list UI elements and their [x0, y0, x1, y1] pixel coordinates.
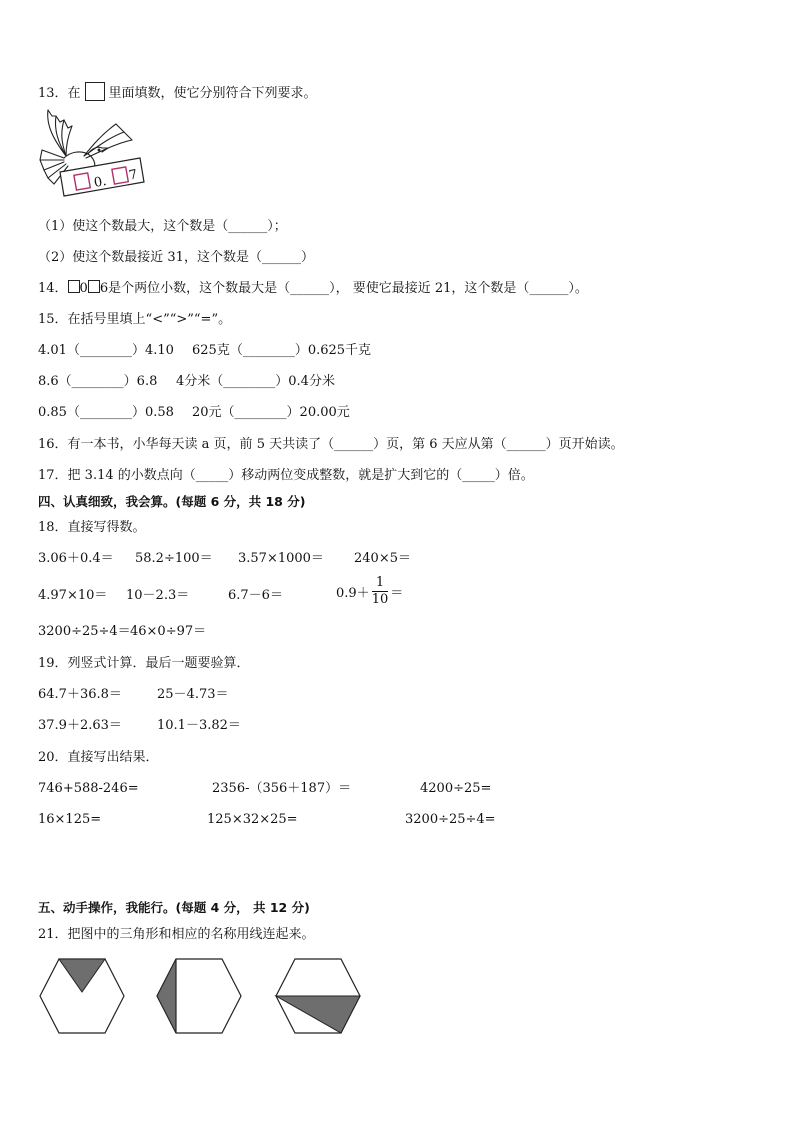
q18-item: 3200÷25÷4＝ — [38, 624, 131, 639]
q18-item: 3.06＋0.4＝ — [38, 551, 114, 566]
q20-item: 2356-（356＋187）＝ — [212, 781, 352, 796]
fraction: $\frac{1}{10}$ — [371, 575, 389, 607]
q15-item: 4.01（________）4.10 — [38, 343, 174, 358]
q13-sub2: （2）使这个数最接近 31，这个数是（______） — [38, 250, 314, 265]
q20-item: 746+588-246= — [38, 781, 139, 796]
q18-item: 3.57×1000＝ — [238, 551, 324, 566]
section-4-heading: 四、认真细致，我会算。(每题 6 分，共 18 分) — [38, 494, 306, 509]
q19-item: 25－4.73＝ — [157, 687, 229, 702]
q20-item: 3200÷25÷4= — [405, 812, 496, 827]
q20-title: 20．直接写出结果． — [38, 750, 159, 765]
q18-item: 10－2.3＝ — [126, 588, 190, 603]
q20-item: 125×32×25= — [207, 812, 298, 827]
blank-square — [68, 280, 80, 293]
sign-text-point: 0. — [92, 173, 108, 191]
q18-item: 6.7－6＝ — [228, 588, 283, 603]
q19-item: 10.1－3.82＝ — [157, 718, 241, 733]
q19-item: 64.7＋36.8＝ — [38, 687, 122, 702]
q15-item: 4分米（________）0.4分米 — [176, 374, 335, 389]
blank-square — [85, 82, 105, 101]
q13-stem: 13．在 里面填数，使它分别符合下列要求。 — [38, 82, 317, 103]
bird-sign-illustration — [36, 106, 161, 201]
q18-title: 18．直接写得数。 — [38, 520, 146, 535]
blank-square — [88, 280, 100, 293]
q20-item: 4200÷25= — [420, 781, 492, 796]
q21-title: 21．把图中的三角形和相应的名称用线连起来。 — [38, 927, 315, 942]
q18-item: 240×5＝ — [354, 551, 411, 566]
q15-item: 625克（________）0.625千克 — [192, 343, 372, 358]
q15-title: 15．在括号里填上“<”“>”“=”。 — [38, 312, 232, 327]
q18-fraction-item: 0.9＋ $\frac{1}{10}$ ＝ — [336, 575, 404, 607]
q14: 14． 0 6是个两位小数，这个数最大是（______）， 要使它最接近 21，这个数是（______）。 — [38, 281, 588, 296]
hexagon-figure-3 — [274, 958, 362, 1035]
q17: 17．把 3.14 的小数点向（_____）移动两位变成整数，就是扩大到它的（_____）倍。 — [38, 468, 534, 483]
q20-item: 16×125= — [38, 812, 102, 827]
q13-sub1: （1）使这个数最大，这个数是（______）； — [38, 219, 287, 234]
sign-text-digit: 7 — [127, 167, 139, 184]
q15-item: 8.6（________）6.8 — [38, 374, 158, 389]
hexagon-figure-1 — [38, 958, 126, 1035]
q15-item: 20元（________）20.00元 — [192, 405, 350, 420]
q15-item: 0.85（________）0.58 — [38, 405, 174, 420]
q18-item: 46×0÷97＝ — [130, 624, 207, 639]
q16: 16．有一本书，小华每天读 a 页，前 5 天共读了（______）页，第 6 天应从第（______）页开始读。 — [38, 437, 624, 452]
q19-item: 37.9＋2.63＝ — [38, 718, 122, 733]
q18-item: 58.2÷100＝ — [135, 551, 213, 566]
hexagon-figure-2 — [155, 958, 243, 1035]
q19-title: 19．列竖式计算．最后一题要验算． — [38, 656, 250, 671]
section-5-heading: 五、动手操作，我能行。(每题 4 分， 共 12 分) — [38, 900, 310, 915]
q18-item: 4.97×10＝ — [38, 588, 108, 603]
